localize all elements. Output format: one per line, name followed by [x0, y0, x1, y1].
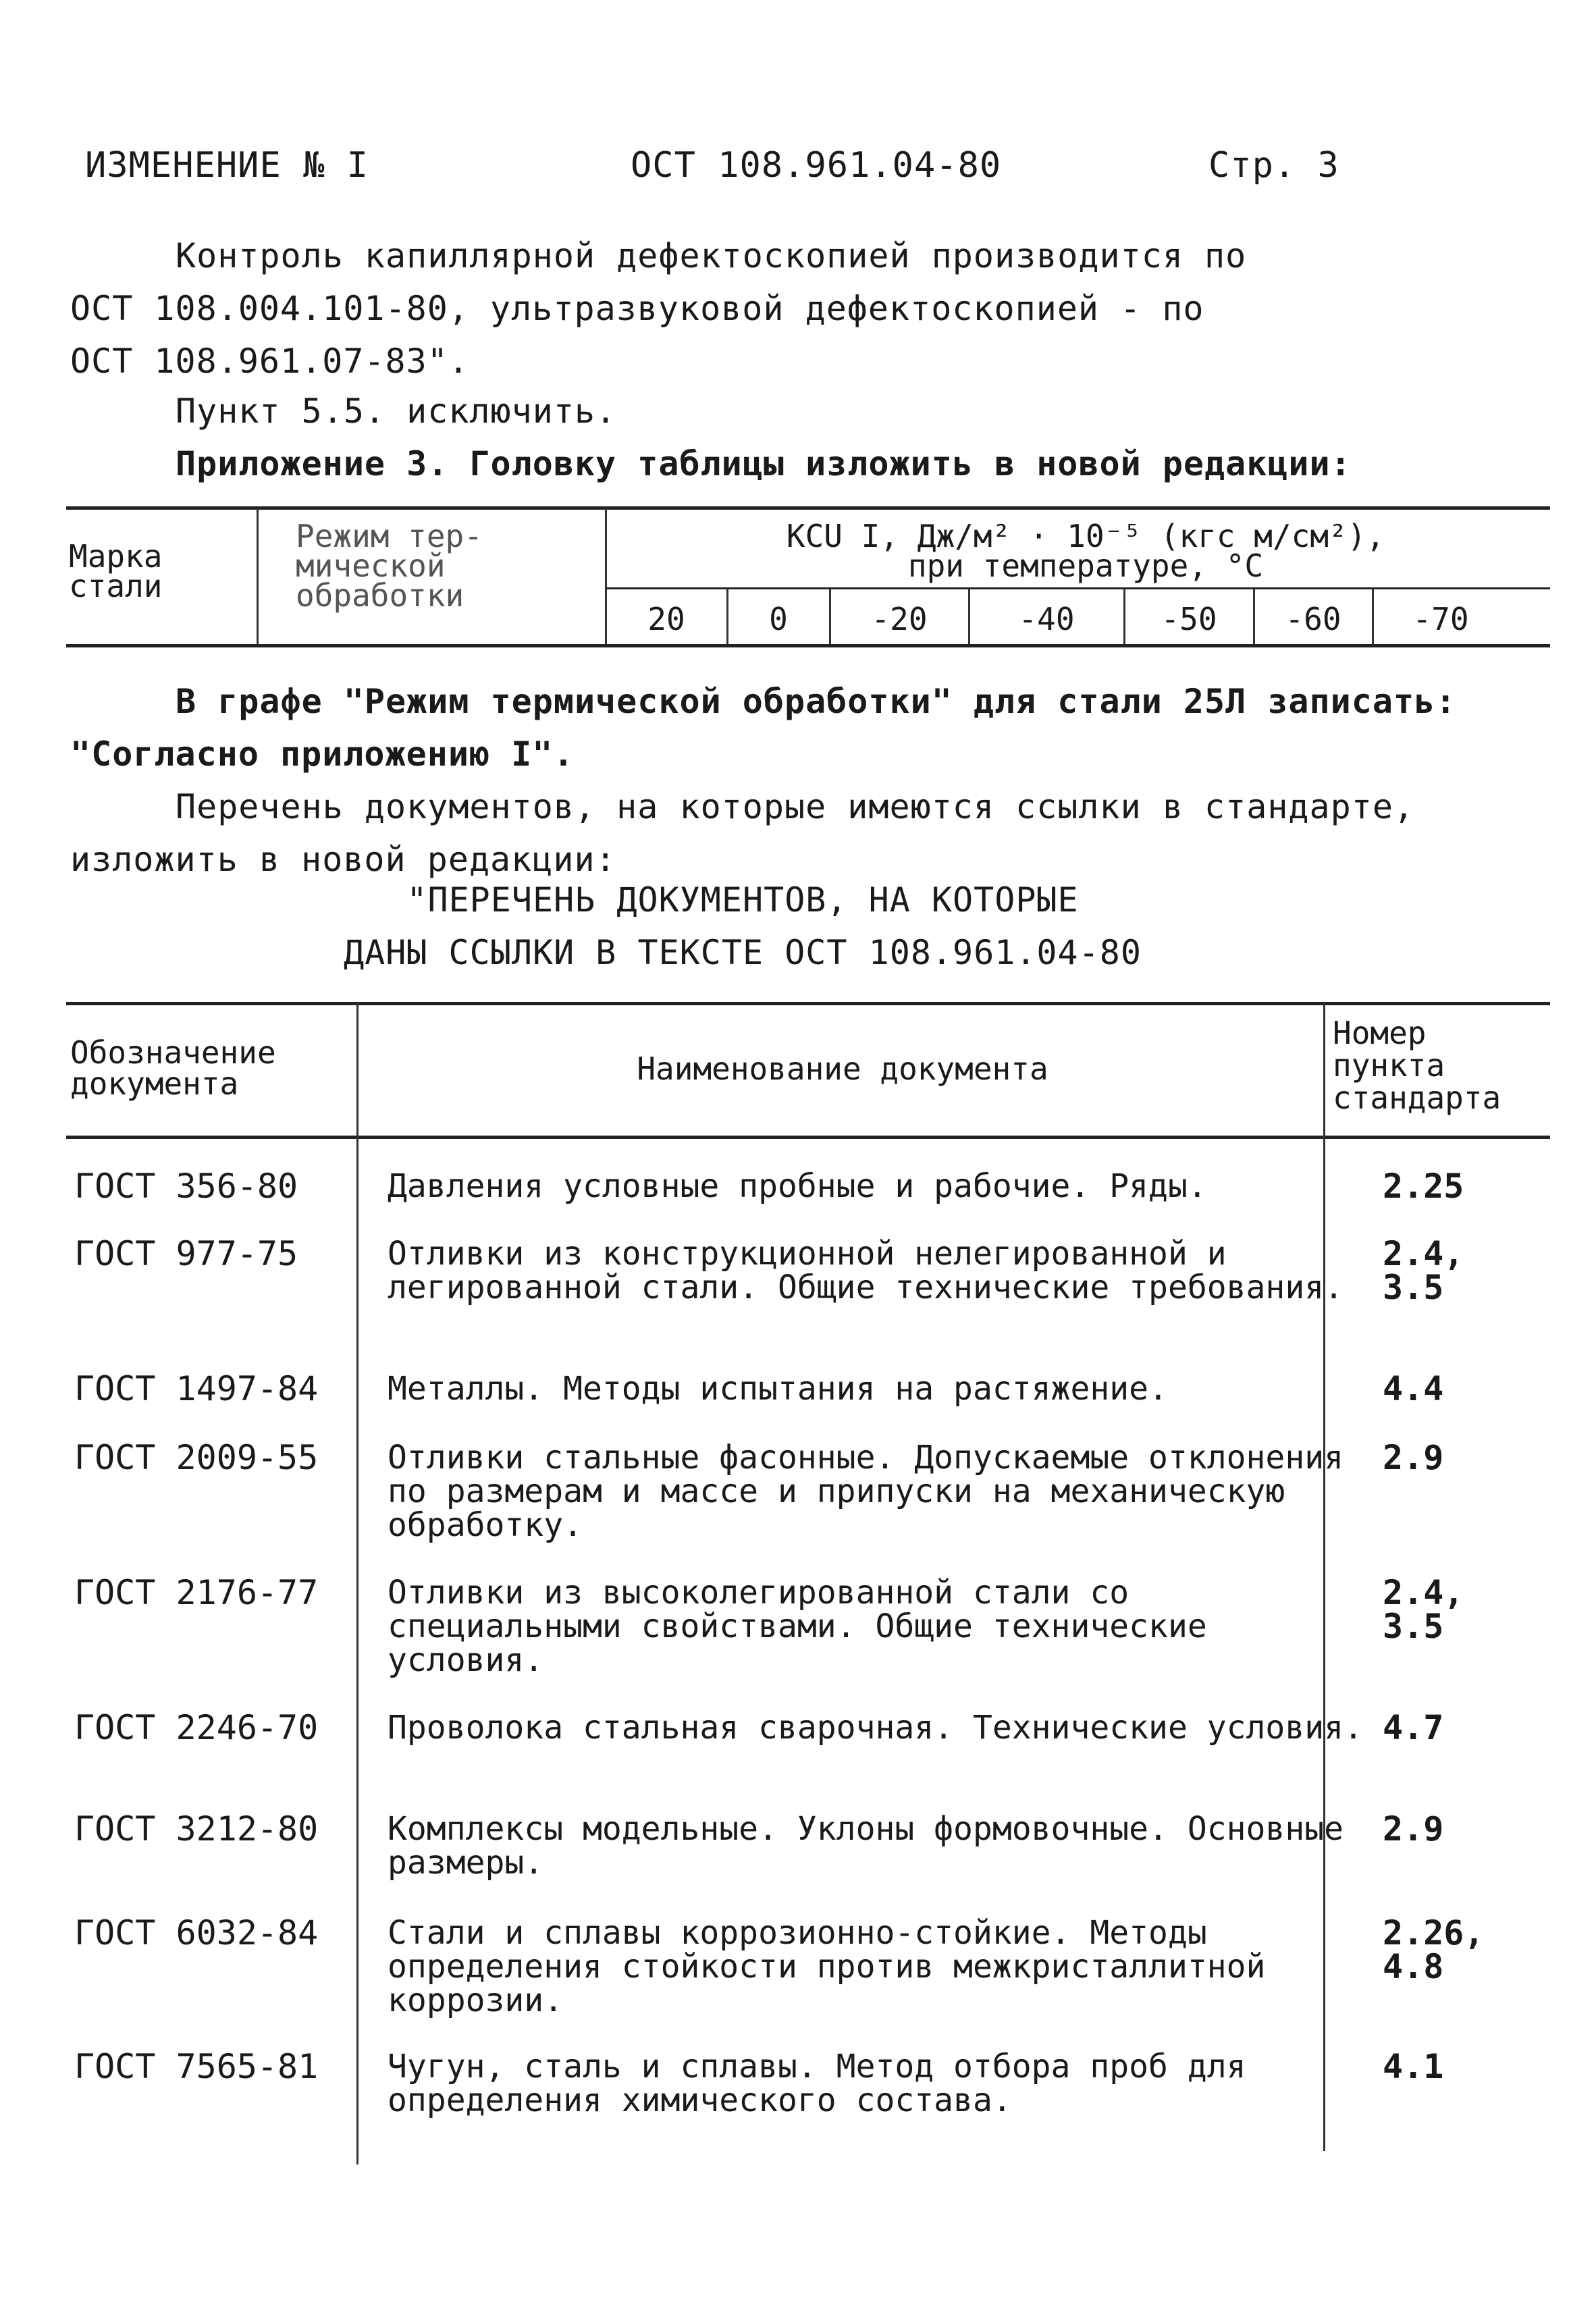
- header-text: Номер: [1333, 1015, 1427, 1051]
- temp-cell: -40: [1018, 601, 1075, 637]
- paragraph-line: В графе "Режим термической обработки" для стали 25Л записать:: [176, 682, 1457, 721]
- header-clause-number: [1333, 1017, 1501, 1114]
- clause-number: 2.4, 3.5: [1383, 1234, 1464, 1307]
- col-steel-grade: [69, 538, 163, 604]
- title-line: ДАНЫ ССЫЛКИ В ТЕКСТЕ ОСТ 108.961.04-80: [344, 933, 1142, 972]
- paragraph-appendix: Приложение 3. Головку таблицы изложить в новой редакции:: [176, 444, 1352, 483]
- col-heat-treatment: [296, 518, 483, 614]
- standard-number: ОСТ 108.961.04-80: [631, 145, 1002, 186]
- document-name: Давления условные пробные и рабочие. Ряды.: [388, 1167, 1207, 1205]
- header-text: Марка: [69, 538, 163, 575]
- header-text: пункта: [1333, 1047, 1445, 1084]
- change-number: ИЗМЕНЕНИЕ № I: [85, 145, 369, 186]
- header-text: KCU I, Дж/м² · 10⁻⁵ (кгс м/см²),: [786, 518, 1385, 554]
- paragraph-line: ОСТ 108.004.101-80, ультразвуковой дефектоскопией - по: [70, 289, 1204, 328]
- references-table: [66, 1002, 1550, 2177]
- header-text: обработки: [296, 577, 464, 614]
- paragraph-line: Контроль капиллярной дефектоскопией производится по: [176, 236, 1247, 275]
- paragraph-line: "Согласно приложению I".: [70, 735, 575, 774]
- paragraph-control: [70, 230, 1501, 388]
- header-text: Обозначение: [70, 1034, 276, 1071]
- temp-cell: -70: [1412, 601, 1469, 637]
- document-name: Отливки из конструкционной нелегированной и легированной стали. Общие технические требования.: [388, 1235, 1344, 1306]
- document-name: Комплексы модельные. Уклоны формовочные. Основные размеры.: [388, 1810, 1344, 1882]
- paragraph-line: Перечень документов, на которые имеются ссылки в стандарте,: [176, 787, 1415, 826]
- temp-cell: -60: [1285, 601, 1341, 637]
- table-border-bottom: [66, 644, 1550, 647]
- header-document-code: [70, 1034, 276, 1102]
- temp-cell: -20: [871, 601, 928, 637]
- header-text: Режим тер-: [296, 518, 483, 554]
- clause-number: 2.26, 4.8: [1383, 1913, 1485, 1986]
- document-code: ГОСТ 6032-84: [74, 1913, 319, 1952]
- clause-number: 2.4, 3.5: [1383, 1573, 1464, 1646]
- document-name: Отливки стальные фасонные. Допускаемые отклонения по размерам и массе и припуски на механическую обработку.: [388, 1439, 1344, 1544]
- clause-number: 2.25: [1383, 1167, 1464, 1206]
- document-code: ГОСТ 2246-70: [74, 1708, 319, 1747]
- paragraph-line: ОСТ 108.961.07-83".: [70, 342, 469, 381]
- header-text: стандарта: [1333, 1080, 1501, 1116]
- col-impact-strength: [627, 518, 1545, 584]
- column-divider: [356, 1003, 358, 2164]
- table-header-divider: [66, 1136, 1550, 1139]
- appendix-table-header: [66, 506, 1550, 649]
- document-code: ГОСТ 977-75: [74, 1234, 298, 1273]
- clause-number: 2.9: [1383, 1438, 1444, 1477]
- header-document-name: Наименование документа: [637, 1051, 1048, 1087]
- document-code: ГОСТ 2009-55: [74, 1438, 319, 1477]
- paragraph-item-exclude: Пункт 5.5. исключить.: [176, 392, 617, 431]
- references-title: [270, 874, 1215, 979]
- header-text: стали: [69, 568, 163, 604]
- header-text: документа: [70, 1065, 239, 1102]
- temp-cell: 20: [647, 601, 685, 637]
- subheader-divider: [605, 587, 1550, 589]
- document-name: Стали и сплавы коррозионно-стойкие. Методы определения стойкости против межкристаллитной коррозии.: [388, 1914, 1266, 2019]
- document-code: ГОСТ 356-80: [74, 1167, 298, 1206]
- table-border-top: [66, 1002, 1550, 1005]
- header-text: мической: [296, 548, 446, 584]
- clause-number: 4.1: [1383, 2047, 1444, 2086]
- paragraph-heat-treatment: [70, 675, 1501, 780]
- header-text: при температуре, °C: [907, 548, 1264, 584]
- temp-cell: 0: [769, 601, 788, 637]
- paragraph-references: [70, 780, 1501, 886]
- clause-number: 4.7: [1383, 1708, 1444, 1747]
- document-name: Металлы. Методы испытания на растяжение.: [388, 1370, 1168, 1408]
- document-name: Чугун, сталь и сплавы. Метод отбора проб для определения химического состава.: [388, 2048, 1246, 2119]
- title-line: "ПЕРЕЧЕНЬ ДОКУМЕНТОВ, НА КОТОРЫЕ: [406, 880, 1079, 920]
- column-divider: [257, 508, 259, 644]
- document-name: Проволока стальная сварочная. Технические условия.: [388, 1709, 1363, 1747]
- clause-number: 4.4: [1383, 1369, 1444, 1408]
- temp-cell: -50: [1161, 601, 1217, 637]
- clause-number: 2.9: [1383, 1809, 1444, 1849]
- document-code: ГОСТ 2176-77: [74, 1573, 319, 1612]
- document-code: ГОСТ 7565-81: [74, 2047, 319, 2086]
- page-number: Стр. 3: [1208, 145, 1339, 186]
- table-border-top: [66, 506, 1550, 510]
- document-code: ГОСТ 1497-84: [74, 1369, 319, 1408]
- document-name: Отливки из высоколегированной стали со специальными свойствами. Общие технические условия.: [388, 1574, 1207, 1679]
- document-code: ГОСТ 3212-80: [74, 1809, 319, 1849]
- paragraph-line: изложить в новой редакции:: [70, 840, 616, 879]
